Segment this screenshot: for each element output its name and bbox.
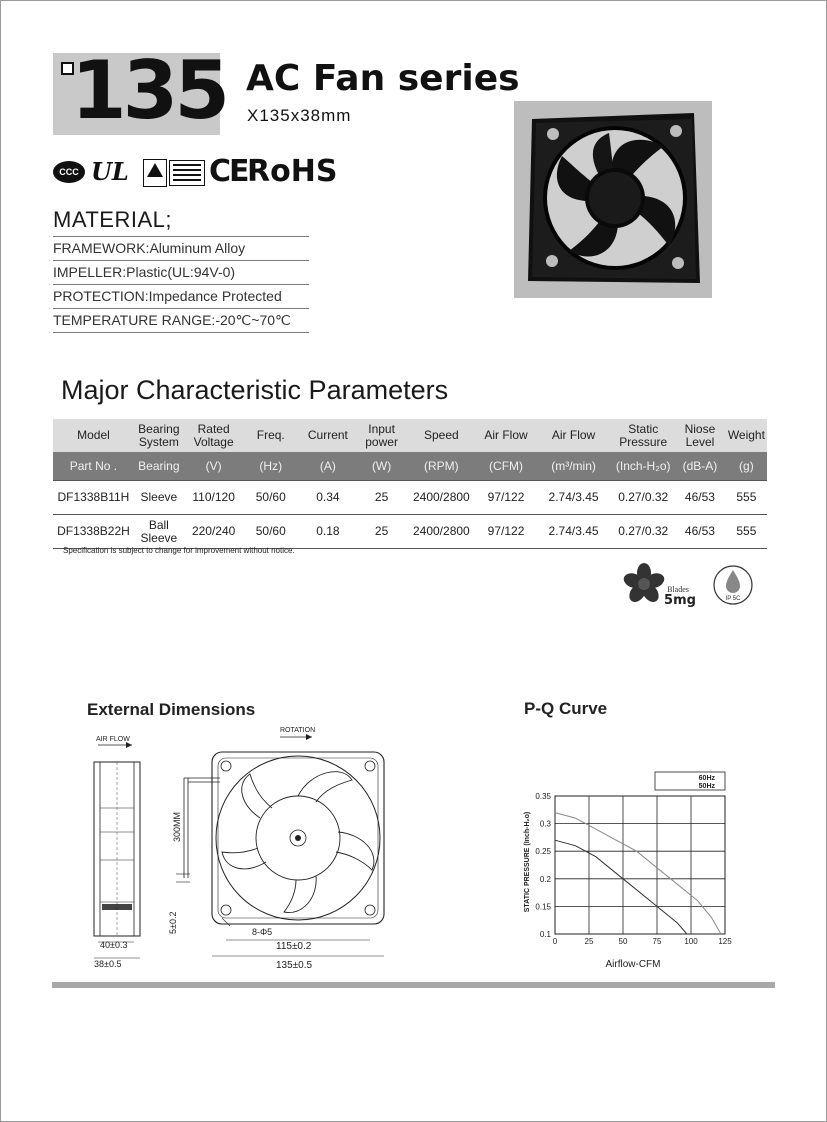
unit-header: (Inch-H₂o) <box>612 452 674 481</box>
table-cell: 50/60 <box>243 481 298 515</box>
pq-plot-area <box>555 796 725 934</box>
table-cell: DF1338B22H <box>53 515 134 549</box>
pq-xtick-label: 25 <box>584 937 594 946</box>
table-cell: Ball Sleeve <box>134 515 184 549</box>
rotation-label: ROTATION <box>280 727 316 734</box>
pq-xtick-label: 125 <box>718 937 732 946</box>
table-cell: 46/53 <box>674 481 726 515</box>
airflow-label: AIR FLOW <box>96 736 130 743</box>
unit-header: (Hz) <box>243 452 298 481</box>
pq-curve-title: P-Q Curve <box>524 699 608 718</box>
parameters-table <box>53 419 767 549</box>
col-header: Speed <box>405 419 477 452</box>
table-cell: 46/53 <box>674 515 726 549</box>
table-cell: DF1338B11H <box>53 481 134 515</box>
tuv-logo-icon <box>143 159 167 187</box>
col-header: Weight <box>726 419 767 452</box>
col-header: Input power <box>358 419 406 452</box>
col-header: Current <box>298 419 358 452</box>
unit-header: (dB-A) <box>674 452 726 481</box>
unit-header: (W) <box>358 452 406 481</box>
table-cell: 2.74/3.45 <box>535 515 612 549</box>
series-size: X135x38mm <box>247 106 352 125</box>
material-list <box>53 236 309 333</box>
table-cell: 2400/2800 <box>405 481 477 515</box>
dimension-drawing <box>80 722 410 972</box>
pq-ytick-label: 0.25 <box>535 847 551 857</box>
unit-header: Bearing <box>134 452 184 481</box>
water-drop-icon <box>712 564 754 606</box>
parameters-title: Major Characteristic Parameters <box>61 375 449 405</box>
certification-logos <box>53 155 343 191</box>
unit-header: Part No . <box>53 452 134 481</box>
depth-inner-label: 40±0.3 <box>100 940 128 950</box>
dimension-drawing-icon <box>80 722 410 972</box>
lead-offset-label: 5±0.2 <box>168 911 178 934</box>
pq-xtick-label: 50 <box>618 937 628 946</box>
unit-header: (CFM) <box>477 452 535 481</box>
table-cell: 2.74/3.45 <box>535 481 612 515</box>
table-cell: 220/240 <box>184 515 244 549</box>
unit-header: (V) <box>184 452 244 481</box>
pq-ytick-label: 0.1 <box>539 930 551 939</box>
fan-photo <box>514 101 712 298</box>
col-header: Bearing System <box>134 419 184 452</box>
pq-ytick-label: 0.3 <box>539 819 551 829</box>
col-header: Freq. <box>243 419 298 452</box>
table-row <box>53 515 767 549</box>
spec-note: Specification is subject to change for improvement without notice. <box>63 546 295 555</box>
unit-header: (RPM) <box>405 452 477 481</box>
pq-xtick-label: 0 <box>552 937 558 946</box>
pq-xlabel: Airflow-CFM <box>605 959 661 970</box>
col-header: Rated Voltage <box>184 419 244 452</box>
bottom-divider <box>52 982 775 988</box>
material-framework: FRAMEWORK:Aluminum Alloy <box>53 236 309 260</box>
table-cell: Sleeve <box>134 481 184 515</box>
fan-photo-icon <box>514 101 712 298</box>
table-cell: 0.34 <box>298 481 358 515</box>
table-units-row <box>53 452 767 481</box>
unit-header: (g) <box>726 452 767 481</box>
depth-outer-label: 38±0.5 <box>94 959 122 969</box>
material-protection: PROTECTION:Impedance Protected <box>53 284 309 308</box>
table-cell: 97/122 <box>477 481 535 515</box>
ce-logo-icon: CE <box>209 154 248 189</box>
holes-label: 8-Φ5 <box>252 927 273 937</box>
table-cell: 25 <box>358 515 406 549</box>
rohs-logo-icon: RoHS <box>247 154 338 189</box>
frame-size-label: 135±0.5 <box>276 960 313 971</box>
material-impeller: IMPELLER:Plastic(UL:94V-0) <box>53 260 309 284</box>
ip-badge <box>712 564 754 606</box>
series-title: AC Fan series <box>246 58 520 99</box>
table-cell: 0.27/0.32 <box>612 481 674 515</box>
col-header: Static Pressure <box>612 419 674 452</box>
pq-ylabel: STATIC PRESSURE (Inch-H₂o) <box>524 811 531 913</box>
unit-header: (A) <box>298 452 358 481</box>
material-temperature: TEMPERATURE RANGE:-20℃~70℃ <box>53 308 309 333</box>
fan-blades-badge <box>622 562 702 608</box>
pq-xtick-label: 100 <box>684 937 698 946</box>
hole-pitch-label: 115±0.2 <box>276 941 312 952</box>
table-cell: 2400/2800 <box>405 515 477 549</box>
unit-header: (m³/min) <box>535 452 612 481</box>
col-header: Niose Level <box>674 419 726 452</box>
table-cell: 555 <box>726 515 767 549</box>
pq-chart-svg <box>515 768 745 978</box>
pq-ytick-label: 0.15 <box>535 902 551 912</box>
legend-entry-60hz: 60Hz <box>698 775 715 782</box>
ip-badge-label: IP 5C <box>725 596 741 602</box>
table-cell: 97/122 <box>477 515 535 549</box>
fan-badge-sub: Blades <box>667 585 689 594</box>
col-header: Air Flow <box>535 419 612 452</box>
fan-badge-label: 5mg <box>664 593 696 608</box>
material-title: MATERIAL; <box>53 207 173 232</box>
table-cell: 110/120 <box>184 481 244 515</box>
col-header: Model <box>53 419 134 452</box>
model-number-box <box>53 44 226 137</box>
lead-length-label: 300MM <box>172 811 182 842</box>
table-cell: 25 <box>358 481 406 515</box>
table-cell: 0.18 <box>298 515 358 549</box>
pq-ytick-label: 0.35 <box>535 792 551 801</box>
external-dimensions-title: External Dimensions <box>87 700 256 719</box>
pq-xtick-label: 75 <box>652 937 662 946</box>
pq-curve-chart <box>515 768 745 978</box>
ccc-logo-icon: CCC <box>53 161 85 183</box>
table-header-row <box>53 419 767 452</box>
table-row <box>53 481 767 515</box>
safety-mark-icon <box>169 160 205 186</box>
table-cell: 50/60 <box>243 515 298 549</box>
ul-logo-icon: UL <box>91 157 129 186</box>
legend-entry-50hz: 50Hz <box>698 783 715 790</box>
table-cell: 0.27/0.32 <box>612 515 674 549</box>
fan-blades-icon <box>622 562 702 608</box>
model-number: 135 <box>71 44 226 137</box>
table-cell: 555 <box>726 481 767 515</box>
col-header: Air Flow <box>477 419 535 452</box>
pq-ytick-label: 0.2 <box>539 874 551 884</box>
